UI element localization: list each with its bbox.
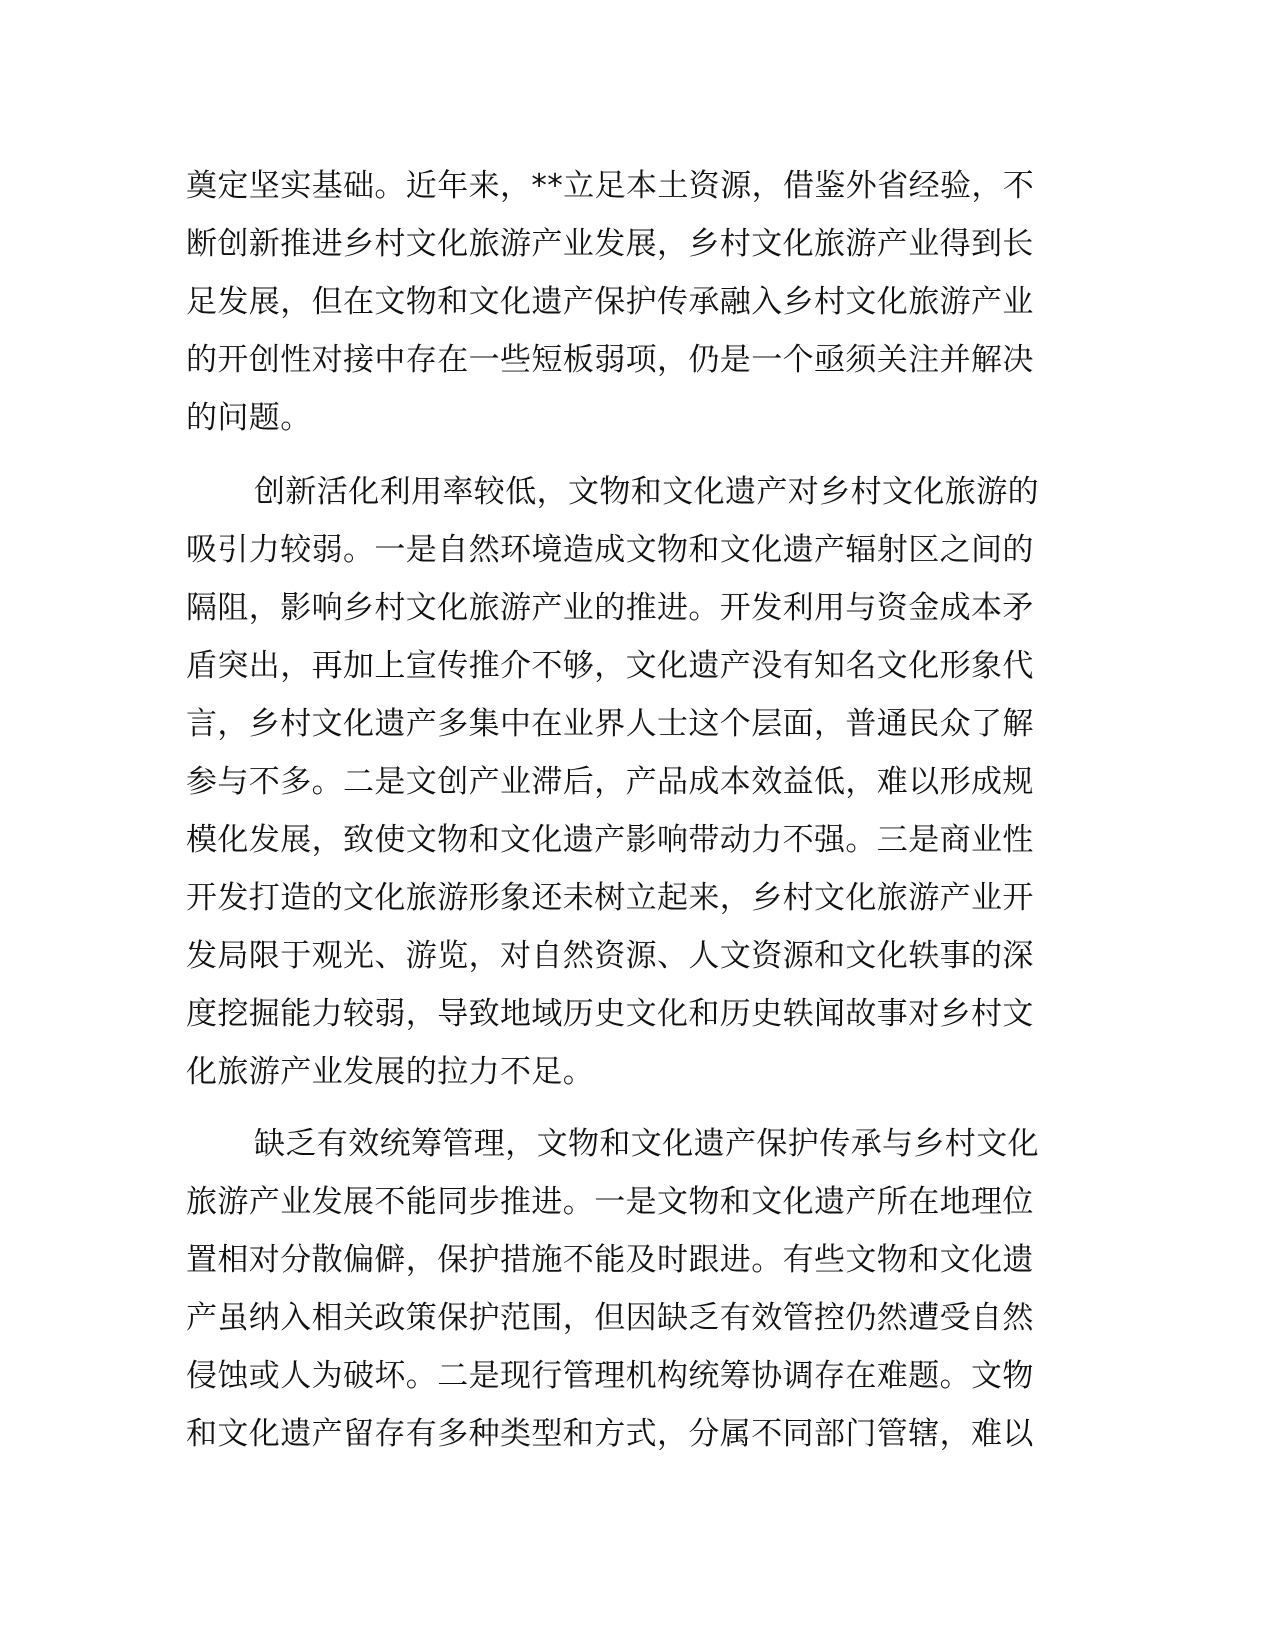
- text-line: 旅游产业发展不能同步推进。一是文物和文化遗产所在地理位: [186, 1184, 1034, 1220]
- text-line: 侵蚀或人为破坏。二是现行管理机构统筹协调存在难题。文物: [186, 1358, 1034, 1394]
- text-line: 言，乡村文化遗产多集中在业界人士这个层面，普通民众了解: [186, 706, 1034, 742]
- text-line: 参与不多。二是文创产业滞后，产品成本效益低，难以形成规: [186, 764, 1034, 800]
- text-line: 发局限于观光、游览，对自然资源、人文资源和文化轶事的深: [186, 938, 1034, 974]
- text-line: 的开创性对接中存在一些短板弱项，仍是一个亟须关注并解决: [186, 342, 1034, 378]
- text-line: 度挖掘能力较弱，导致地域历史文化和历史轶闻故事对乡村文: [186, 996, 1034, 1032]
- text-line: 产虽纳入相关政策保护范围，但因缺乏有效管控仍然遭受自然: [186, 1300, 1034, 1336]
- text-line: 模化发展，致使文物和文化遗产影响带动力不强。三是商业性: [186, 822, 1034, 858]
- text-line: 缺乏有效统筹管理，文物和文化遗产保护传承与乡村文化: [254, 1126, 1039, 1162]
- text-line: 足发展，但在文物和文化遗产保护传承融入乡村文化旅游产业: [186, 284, 1034, 320]
- paragraph-continuation: [186, 157, 1091, 447]
- text-line: 开发打造的文化旅游形象还未树立起来，乡村文化旅游产业开: [186, 880, 1034, 916]
- text-line: 的问题。: [186, 400, 312, 436]
- paragraph-utilization-rate: [186, 463, 1091, 1101]
- text-line: 化旅游产业发展的拉力不足。: [186, 1054, 595, 1090]
- paragraph-management: [186, 1115, 1091, 1463]
- text-line: 断创新推进乡村文化旅游产业发展，乡村文化旅游产业得到长: [186, 226, 1034, 262]
- text-line: 创新活化利用率较低，文物和文化遗产对乡村文化旅游的: [254, 474, 1039, 510]
- text-line: 隔阻，影响乡村文化旅游产业的推进。开发利用与资金成本矛: [186, 590, 1034, 626]
- text-line: 吸引力较弱。一是自然环境造成文物和文化遗产辐射区之间的: [186, 532, 1034, 568]
- text-line: 奠定坚实基础。近年来，**立足本土资源，借鉴外省经验，不: [186, 168, 1035, 204]
- text-line: 和文化遗产留存有多种类型和方式，分属不同部门管辖，难以: [186, 1416, 1034, 1452]
- text-line: 盾突出，再加上宣传推介不够，文化遗产没有知名文化形象代: [186, 648, 1034, 684]
- text-line: 置相对分散偏僻，保护措施不能及时跟进。有些文物和文化遗: [186, 1242, 1034, 1278]
